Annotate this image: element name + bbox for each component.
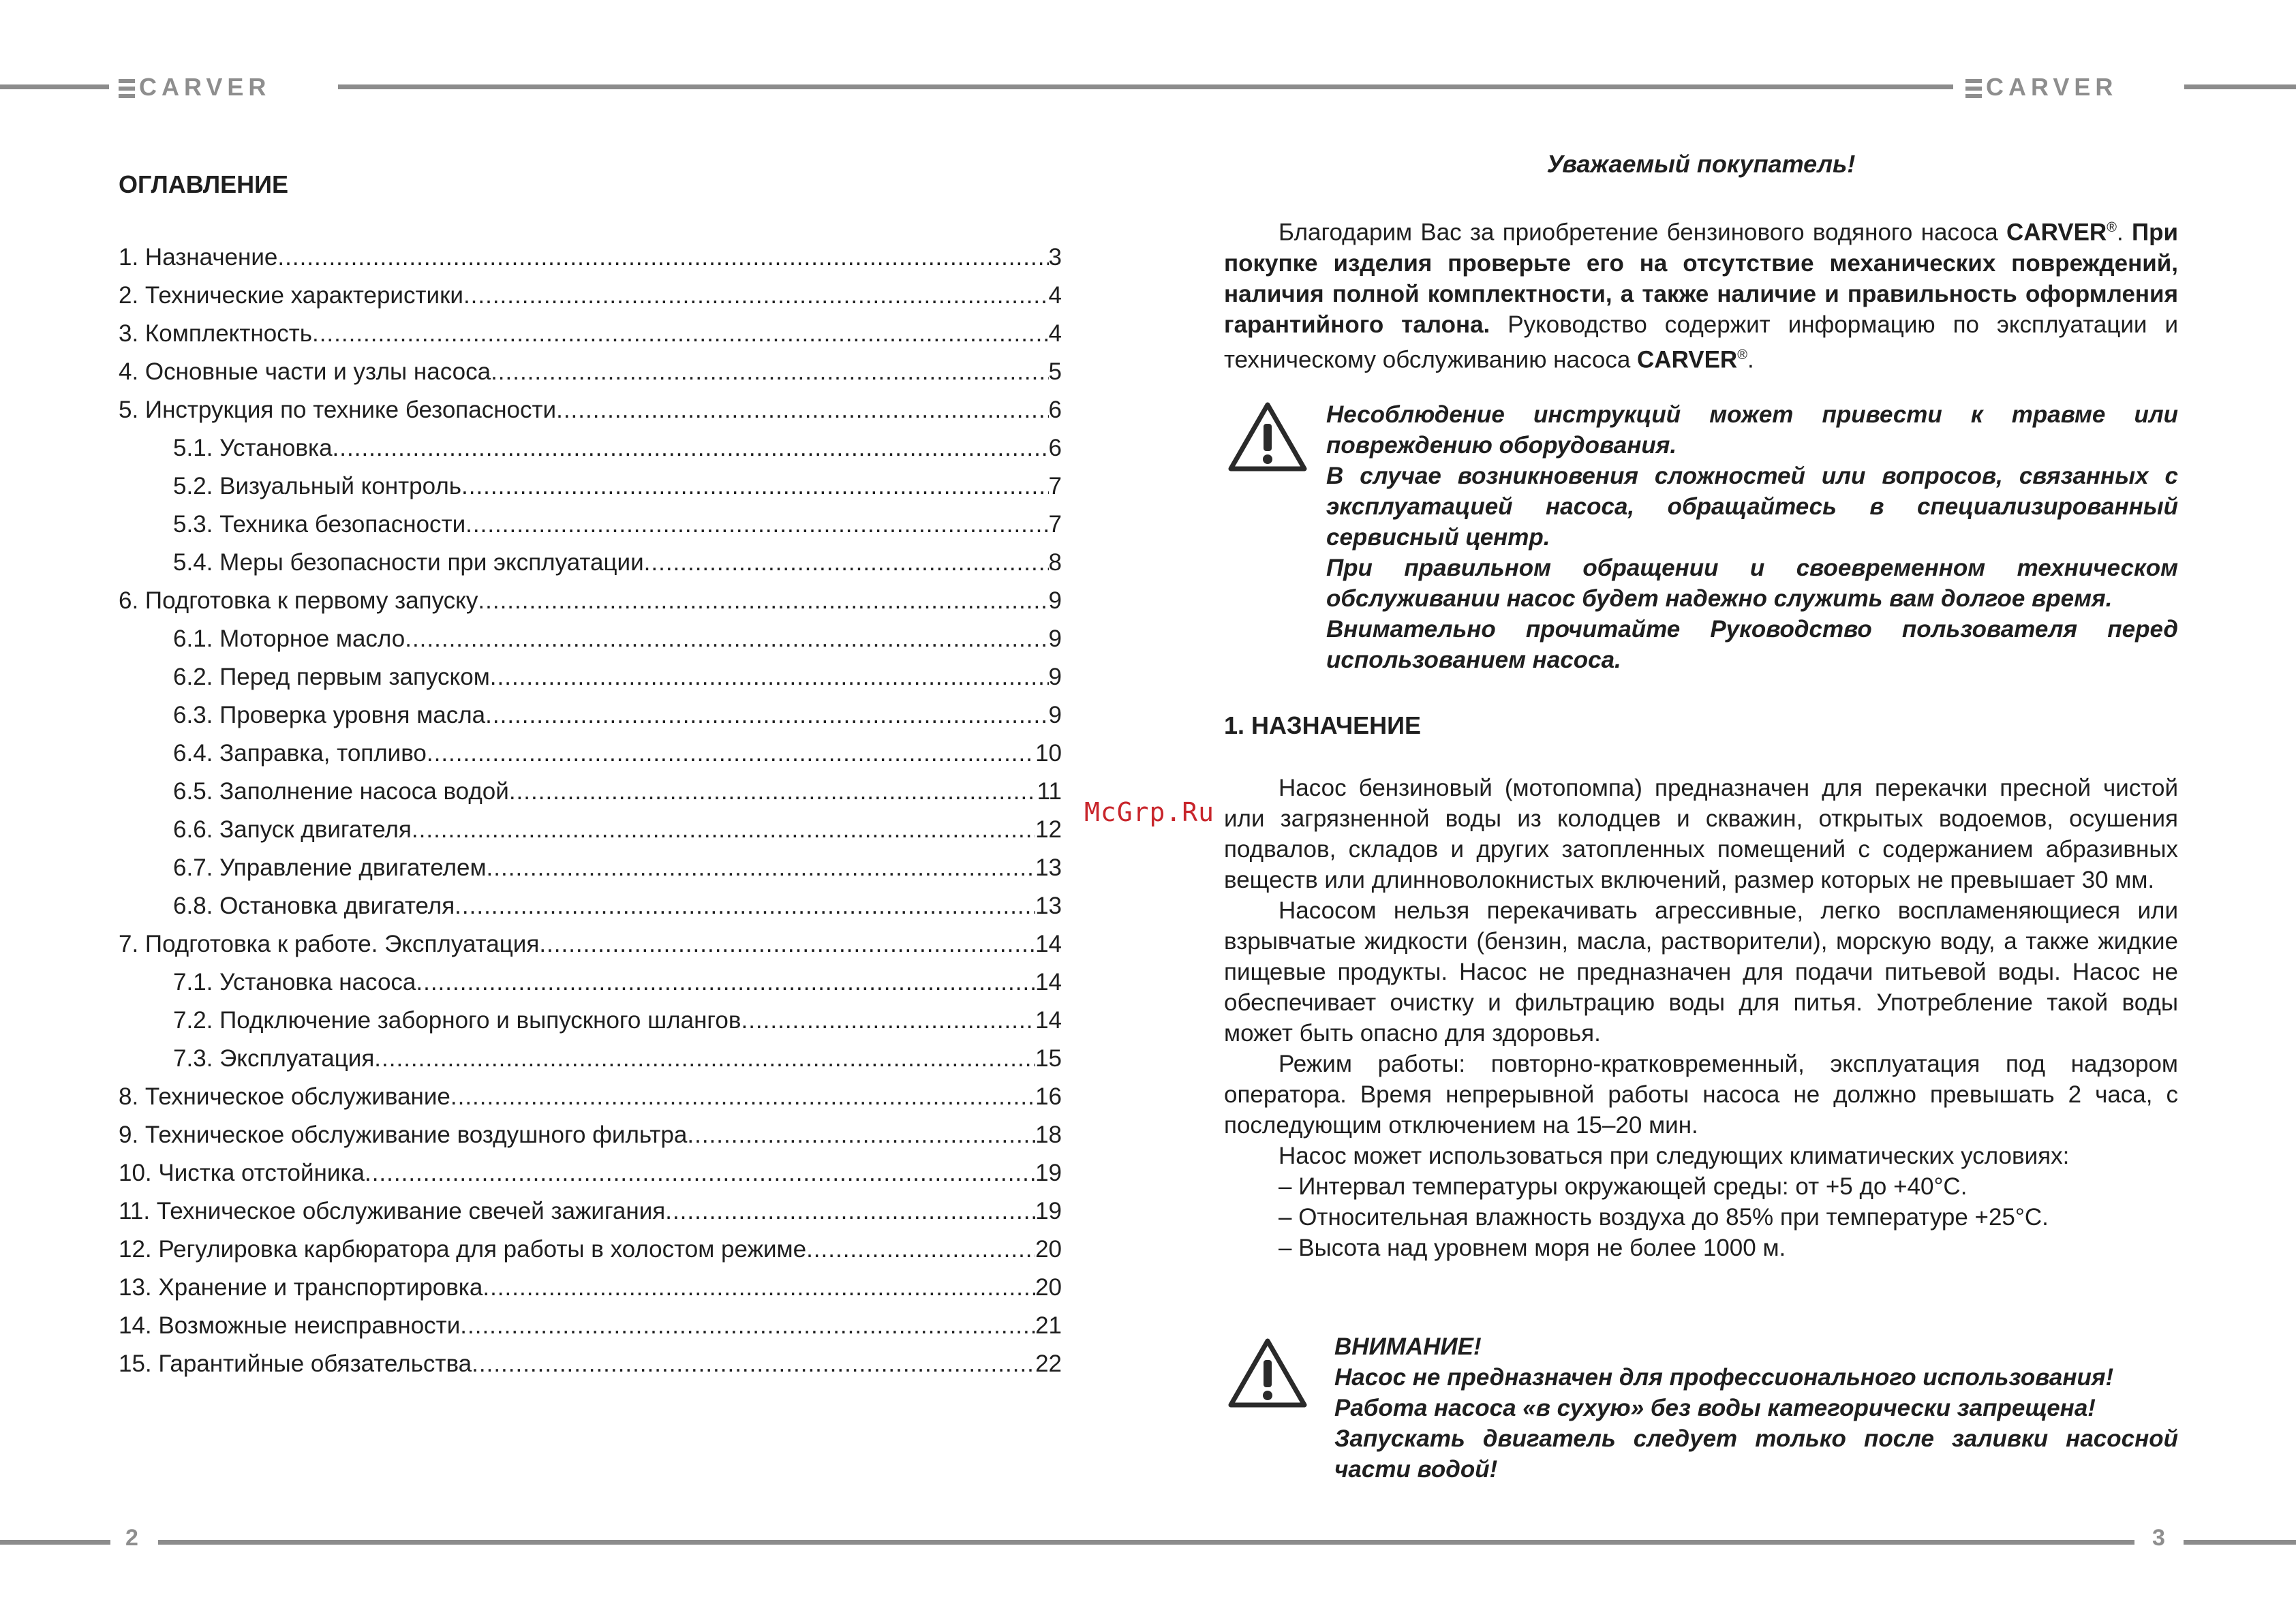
page-number-right: 3 — [2152, 1525, 2165, 1551]
toc-item[interactable] — [119, 282, 1062, 320]
toc-item-page: 9 — [1048, 664, 1062, 690]
warning-block-1 — [1326, 399, 2178, 675]
list-item: – Высота над уровнем моря не более 1000 м. — [1279, 1235, 1786, 1261]
toc-item-title: 9. Техническое обслуживание воздушного фильтра — [119, 1122, 688, 1148]
toc-item-title: 6.6. Запуск двигателя — [173, 816, 412, 843]
toc-item[interactable] — [119, 435, 1062, 473]
toc-item-page: 16 — [1035, 1083, 1062, 1110]
toc-item[interactable] — [119, 320, 1062, 358]
section-title: 1. НАЗНАЧЕНИЕ — [1224, 711, 1422, 739]
toc-leader-dots — [312, 320, 1049, 347]
header-rule-right — [2184, 84, 2296, 89]
toc-item[interactable] — [119, 1083, 1062, 1122]
toc-leader-dots — [405, 625, 1048, 653]
toc-item[interactable] — [119, 969, 1062, 1007]
brand-logo-left — [119, 74, 271, 101]
toc-leader-dots — [416, 969, 1035, 996]
intro-check-bold: При покупке изделия проверьте его на отсутствие механических повреждений, наличия полной комплектности, а также наличие и правильность оформления гарантийного талона. — [1224, 219, 2179, 338]
toc-item-page: 6 — [1048, 435, 1062, 461]
toc-item-title: 6.8. Остановка двигателя — [173, 893, 455, 919]
footer-rule-left — [0, 1540, 110, 1545]
toc-item-title: 4. Основные части и узлы насоса — [119, 358, 491, 385]
toc-item-title: 13. Хранение и транспортировка — [119, 1274, 483, 1301]
toc-item-title: 12. Регулировка карбюратора для работы в холостом режиме — [119, 1236, 807, 1263]
warning-line: Несоблюдение инструкций может привести к травме или повреждению оборудования. — [1326, 401, 2178, 459]
logo-mark-icon — [1965, 79, 1982, 98]
toc-leader-dots — [509, 778, 1037, 805]
toc-leader-dots — [277, 244, 1048, 271]
toc-leader-dots — [485, 702, 1048, 729]
toc-item-page: 5 — [1048, 358, 1062, 385]
toc-leader-dots — [374, 1045, 1035, 1072]
toc-leader-dots — [741, 1007, 1035, 1034]
toc-item[interactable] — [119, 625, 1062, 664]
toc-leader-dots — [472, 1350, 1035, 1378]
toc-item-title: 8. Техническое обслуживание — [119, 1083, 450, 1110]
toc-item[interactable] — [119, 1160, 1062, 1198]
list-item: – Относительная влажность воздуха до 85% при температуре +25°С. — [1279, 1204, 2049, 1231]
toc-leader-dots — [412, 816, 1035, 844]
toc-item-page: 21 — [1035, 1312, 1062, 1339]
toc-item-title: 6.4. Заправка, топливо — [173, 740, 427, 767]
toc-item-page: 4 — [1048, 320, 1062, 347]
toc-item[interactable] — [119, 587, 1062, 625]
brand-logo-right — [1965, 74, 2117, 101]
toc-item-title: 7.2. Подключение заборного и выпускного шлангов — [173, 1007, 741, 1034]
toc-item[interactable] — [119, 664, 1062, 702]
toc-item-page: 20 — [1035, 1274, 1062, 1301]
warning-line: При правильном обращении и своевременном техническом обслуживании насос будет надежно служить вам долгое время. — [1326, 555, 2178, 612]
toc-item-page: 10 — [1035, 740, 1062, 767]
toc-item-title: 5.1. Установка — [173, 435, 333, 461]
toc-item[interactable] — [119, 1122, 1062, 1160]
page-number-left: 2 — [125, 1525, 138, 1551]
toc-item-page: 3 — [1048, 244, 1062, 270]
section-body — [1224, 773, 2178, 1263]
toc-leader-dots — [427, 740, 1035, 767]
toc-item-title: 5. Инструкция по технике безопасности — [119, 397, 557, 423]
toc-item-page: 9 — [1048, 587, 1062, 614]
toc-item[interactable] — [119, 778, 1062, 816]
toc-item-title: 5.2. Визуальный контроль — [173, 473, 461, 499]
toc-item-title: 2. Технические характеристики — [119, 282, 463, 309]
toc-item-page: 18 — [1035, 1122, 1062, 1148]
greeting: Уважаемый покупатель! — [1546, 150, 1856, 178]
brand-logo-text: CARVER — [1986, 73, 2118, 101]
toc-item-page: 14 — [1035, 969, 1062, 995]
toc-item-page: 9 — [1048, 625, 1062, 652]
toc-item-page: 20 — [1035, 1236, 1062, 1263]
toc-item-page: 19 — [1035, 1198, 1062, 1224]
warning-line: Запускать двигатель следует только после заливки насосной части водой! — [1334, 1425, 2178, 1483]
toc-item-title: 15. Гарантийные обязательства — [119, 1350, 472, 1377]
footer-rule-center — [158, 1540, 2134, 1545]
toc-item[interactable] — [119, 702, 1062, 740]
toc-item-title: 6. Подготовка к первому запуску — [119, 587, 478, 614]
toc-item[interactable] — [119, 358, 1062, 397]
toc-item-title: 11. Техническое обслуживание свечей зажигания — [119, 1198, 666, 1224]
toc-leader-dots — [463, 282, 1049, 309]
toc-item[interactable] — [119, 816, 1062, 854]
toc-item-title: 5.4. Меры безопасности при эксплуатации — [173, 549, 644, 576]
toc-item-page: 9 — [1048, 702, 1062, 728]
intro-paragraph-block — [1224, 213, 2178, 375]
toc-leader-dots — [333, 435, 1049, 462]
toc-leader-dots — [644, 549, 1049, 576]
toc-leader-dots — [455, 893, 1035, 920]
conditions-list — [1224, 1171, 2178, 1263]
toc-leader-dots — [491, 358, 1048, 386]
toc-item[interactable] — [119, 1045, 1062, 1083]
toc-item-page: 4 — [1048, 282, 1062, 309]
toc-item-title: 7.3. Эксплуатация — [173, 1045, 375, 1072]
intro-paragraph: Благодарим Вас за приобретение бензинового водяного насоса CARVER®. При покупке изделия проверьте его на отсутствие механических повреждений, наличия полной комплектности, а также наличие и правильность оформления гарантийного талона. Руководство содержит информацию по эксплуатации и техническому обслуживанию насоса CARVER®. — [1224, 219, 2179, 373]
toc-item-title: 14. Возможные неисправности — [119, 1312, 461, 1339]
toc-item[interactable] — [119, 893, 1062, 931]
toc-item-page: 22 — [1035, 1350, 1062, 1377]
toc-leader-dots — [539, 931, 1035, 958]
list-item: – Интервал температуры окружающей среды: от +5 до +40°С. — [1279, 1173, 1968, 1200]
toc-item-title: 6.7. Управление двигателем — [173, 854, 487, 881]
section-paragraph: Насос может использоваться при следующих климатических условиях: — [1279, 1143, 2070, 1169]
toc-item[interactable] — [119, 511, 1062, 549]
warning-line: Внимательно прочитайте Руководство пользователя перед использованием насоса. — [1326, 616, 2178, 673]
toc-item[interactable] — [119, 549, 1062, 587]
toc-item-title: 5.3. Техника безопасности — [173, 511, 466, 538]
toc-leader-dots — [665, 1198, 1035, 1225]
toc-item[interactable] — [119, 1236, 1062, 1274]
toc-item-page: 14 — [1035, 1007, 1062, 1034]
toc-item-title: 1. Назначение — [119, 244, 278, 270]
toc-leader-dots — [365, 1160, 1035, 1187]
toc-item[interactable] — [119, 1198, 1062, 1236]
toc-item[interactable] — [119, 931, 1062, 969]
toc-item-page: 7 — [1048, 473, 1062, 499]
warning-triangle-icon — [1227, 401, 1308, 473]
toc-item-page: 8 — [1048, 549, 1062, 576]
toc-item-page: 13 — [1035, 854, 1062, 881]
toc-leader-dots — [465, 511, 1048, 538]
toc-leader-dots — [478, 587, 1048, 615]
warning-block-2 — [1334, 1331, 2178, 1485]
toc-leader-dots — [461, 473, 1049, 500]
toc-list — [119, 244, 1062, 1389]
warning-title: ВНИМАНИЕ! — [1334, 1333, 1482, 1360]
section-paragraph: Насосом нельзя перекачивать агрессивные, легко воспламеняющиеся или взрывчатые жидкости (бензин, масла, растворители), морскую воду, а также жидкие пищевые продукты. Насос не предназначен для подачи питьевой воды. Насос не обеспечивает очистку и фильтрацию воды для питья. Употребление такой воды может быть опасно для здоровья. — [1224, 897, 2178, 1047]
toc-leader-dots — [450, 1083, 1035, 1111]
toc-item-page: 14 — [1035, 931, 1062, 957]
toc-item[interactable] — [119, 1274, 1062, 1312]
toc-item[interactable] — [119, 473, 1062, 511]
warning-line: В случае возникновения сложностей или вопросов, связанных с эксплуатацией насоса, обращайтесь в специализированный сервисный центр. — [1326, 463, 2178, 551]
toc-leader-dots — [687, 1122, 1035, 1149]
toc-item-title: 6.1. Моторное масло — [173, 625, 405, 652]
toc-title: ОГЛАВЛЕНИЕ — [119, 170, 289, 198]
toc-item-title: 7.1. Установка насоса — [173, 969, 416, 995]
section-paragraph: Насос бензиновый (мотопомпа) предназначен для перекачки пресной чистой или загрязненной воды из колодцев и скважин, открытых водоемов, осушения подвалов, складов и других затопленных помещений с содержанием абразивных веществ или длинноволокнистых включений, размер которых не превышает 30 мм. — [1224, 775, 2178, 893]
brand-logo-text: CARVER — [139, 73, 271, 101]
toc-item-page: 19 — [1035, 1160, 1062, 1186]
watermark: McGrp.Ru — [1084, 797, 1215, 827]
section-paragraph: Режим работы: повторно-кратковременный, эксплуатация под надзором оператора. Время непрерывной работы насоса не должно превышать 2 часа, с последующим отключением на 15–20 мин. — [1224, 1051, 2178, 1139]
toc-leader-dots — [806, 1236, 1035, 1263]
toc-leader-dots — [490, 664, 1049, 691]
toc-item-title: 6.5. Заполнение насоса водой — [173, 778, 509, 805]
toc-item-title: 3. Комплектность — [119, 320, 312, 347]
toc-item[interactable] — [119, 854, 1062, 893]
toc-leader-dots — [487, 854, 1036, 882]
toc-item-page: 15 — [1035, 1045, 1062, 1072]
toc-item-title: 6.3. Проверка уровня масла — [173, 702, 486, 728]
toc-item-title: 6.2. Перед первым запуском — [173, 664, 490, 690]
footer-rule-right — [2184, 1540, 2296, 1545]
toc-item-title: 10. Чистка отстойника — [119, 1160, 365, 1186]
toc-leader-dots — [460, 1312, 1035, 1340]
toc-item-page: 12 — [1035, 816, 1062, 843]
toc-item[interactable] — [119, 244, 1062, 282]
toc-item[interactable] — [119, 740, 1062, 778]
toc-item-page: 7 — [1048, 511, 1062, 538]
toc-item[interactable] — [119, 1312, 1062, 1350]
header-rule-left — [0, 84, 109, 89]
header-rule-center — [338, 84, 1953, 89]
toc-item-page: 11 — [1037, 778, 1062, 805]
warning-line: Насос не предназначен для профессионального использования! — [1334, 1364, 2114, 1391]
toc-item[interactable] — [119, 397, 1062, 435]
logo-mark-icon — [119, 79, 135, 98]
toc-item-page: 13 — [1035, 893, 1062, 919]
toc-item-title: 7. Подготовка к работе. Эксплуатация — [119, 931, 540, 957]
toc-item-page: 6 — [1048, 397, 1062, 423]
toc-leader-dots — [483, 1274, 1035, 1301]
toc-leader-dots — [556, 397, 1048, 424]
warning-triangle-icon — [1227, 1337, 1308, 1409]
toc-item[interactable] — [119, 1007, 1062, 1045]
toc-item[interactable] — [119, 1350, 1062, 1389]
warning-line: Работа насоса «в сухую» без воды категорически запрещена! — [1334, 1395, 2096, 1421]
